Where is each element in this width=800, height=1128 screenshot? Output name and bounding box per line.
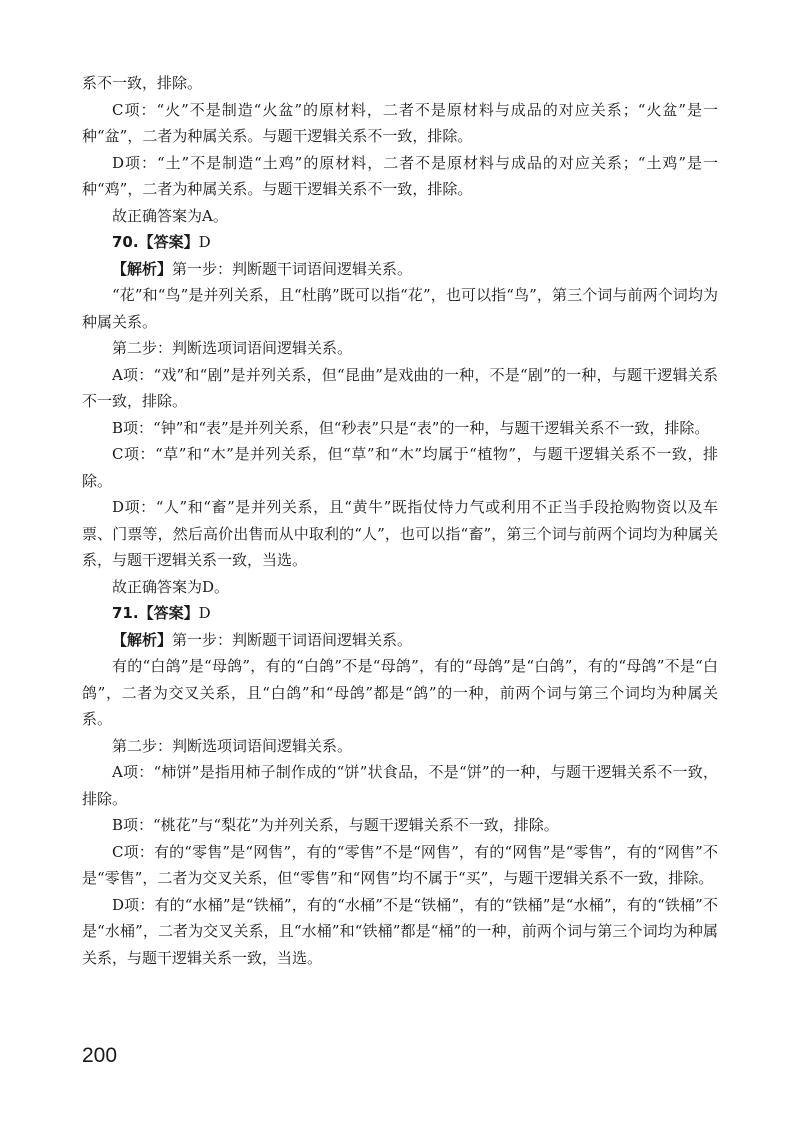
- paragraph-option-c: [82, 97, 718, 150]
- paragraph-text: C项：“草”和“木”是并列关系，但“草”和“木”均属于“植物”，与题干逻辑关系不一致，排除。: [82, 445, 718, 490]
- paragraph-text: 故正确答案为A。: [112, 206, 228, 225]
- question-71-answer-heading: [82, 600, 718, 627]
- paragraph-text: 第二步：判断选项词语间逻辑关系。: [112, 736, 353, 755]
- paragraph-text: 有的“白鸽”是“母鸽”，有的“白鸽”不是“母鸽”，有的“母鸽”是“白鸽”，有的“母鸽”不是“白鸽”，二者为交叉关系，且“白鸽”和“母鸽”都是“鸽”的一种，前两个词与第三个词均为种属关系。: [82, 657, 718, 728]
- question-70-option-c: [82, 441, 718, 494]
- paragraph-text: “花”和“鸟”是并列关系，且“杜鹃”既可以指“花”，也可以指“鸟”，第三个词与前两个词均为种属关系。: [82, 286, 718, 331]
- question-70-analysis-step1: [82, 256, 718, 283]
- paragraph-text: A项：“柿饼”是指用柿子制作成的“饼”状食品，不是“饼”的一种，与题干逻辑关系不一致，排除。: [82, 763, 718, 808]
- question-70-step2: [82, 335, 718, 362]
- answer-value: D: [198, 233, 211, 251]
- paragraph-text: B项：“桃花”与“梨花”为并列关系，与题干逻辑关系不一致，排除。: [112, 816, 559, 834]
- paragraph-text: A项：“戏”和“剧”是并列关系，但“昆曲”是戏曲的一种，不是“剧”的一种，与题干逻辑关系不一致，排除。: [82, 365, 718, 410]
- analysis-label: 【解析】: [112, 630, 173, 649]
- question-70-conclusion: [82, 574, 718, 601]
- paragraph-text: D项：有的“水桶”是“铁桶”，有的“水桶”不是“铁桶”，有的“铁桶”是“水桶”，有的“铁桶”不是“水桶”，二者为交叉关系，且“水桶”和“铁桶”都是“桶”的一种，前两个词与第三个词均为种属关系，与题干逻辑关系一致，当选。: [82, 895, 718, 967]
- question-71-option-c: [82, 839, 718, 892]
- paragraph-answer-69: [82, 203, 718, 230]
- paragraph-text: D项：“人”和“畜”是并列关系，且“黄牛”既指仗恃力气或利用不正当手段抢购物资以及车票、门票等，然后高价出售而从中取利的“人”，也可以指“畜”，第三个词与前两个词均为种属关系，与题干逻辑关系一致，当选。: [82, 498, 718, 569]
- answer-label: 70.【答案】: [112, 233, 199, 251]
- question-70-option-d: [82, 494, 718, 574]
- paragraph-text: C项：有的“零售”是“网售”，有的“零售”不是“网售”，有的“网售”是“零售”，有的“网售”不是“零售”，二者为交叉关系，但“零售”和“网售”均不属于“买”，与题干逻辑关系不一致，排除。: [82, 842, 718, 887]
- question-71-option-d: [82, 892, 718, 972]
- page-number: 200: [82, 1044, 118, 1067]
- question-70-option-a: [82, 362, 718, 415]
- paragraph-text: 系不一致，排除。: [82, 74, 203, 92]
- question-71-option-b: [82, 812, 718, 839]
- question-71-stem-analysis: [82, 653, 718, 733]
- paragraph-text: B项：“钟”和“表”是并列关系，但“秒表”只是“表”的一种，与题干逻辑关系不一致，排除。: [112, 418, 710, 437]
- question-71-analysis-step1: [82, 627, 718, 654]
- question-70-answer-heading: [82, 229, 718, 256]
- question-70-option-b: [82, 415, 718, 442]
- paragraph-text: 第一步：判断题干词语间逻辑关系。: [172, 630, 413, 649]
- answer-label: 71.【答案】: [112, 604, 199, 622]
- paragraph-c-continuation: [82, 70, 718, 97]
- paragraph-text: C项：“火”不是制造“火盆”的原材料，二者不是原材料与成品的对应关系；“火盆”是一种“盆”，二者为种属关系。与题干逻辑关系不一致，排除。: [82, 100, 718, 145]
- question-71-step2: [82, 733, 718, 760]
- question-71-option-a: [82, 759, 718, 812]
- paragraph-text: 第二步：判断选项词语间逻辑关系。: [112, 339, 353, 357]
- paragraph-text: D项：“土”不是制造“土鸡”的原材料，二者不是原材料与成品的对应关系；“土鸡”是一种“鸡”，二者为种属关系。与题干逻辑关系不一致，排除。: [82, 153, 718, 198]
- paragraph-text: 第一步：判断题干词语间逻辑关系。: [172, 259, 413, 278]
- answer-value: D: [198, 604, 211, 622]
- paragraph-text: 故正确答案为D。: [112, 577, 230, 596]
- question-70-stem-analysis: [82, 282, 718, 335]
- page-body: [82, 70, 718, 971]
- analysis-label: 【解析】: [112, 259, 173, 278]
- paragraph-option-d: [82, 150, 718, 203]
